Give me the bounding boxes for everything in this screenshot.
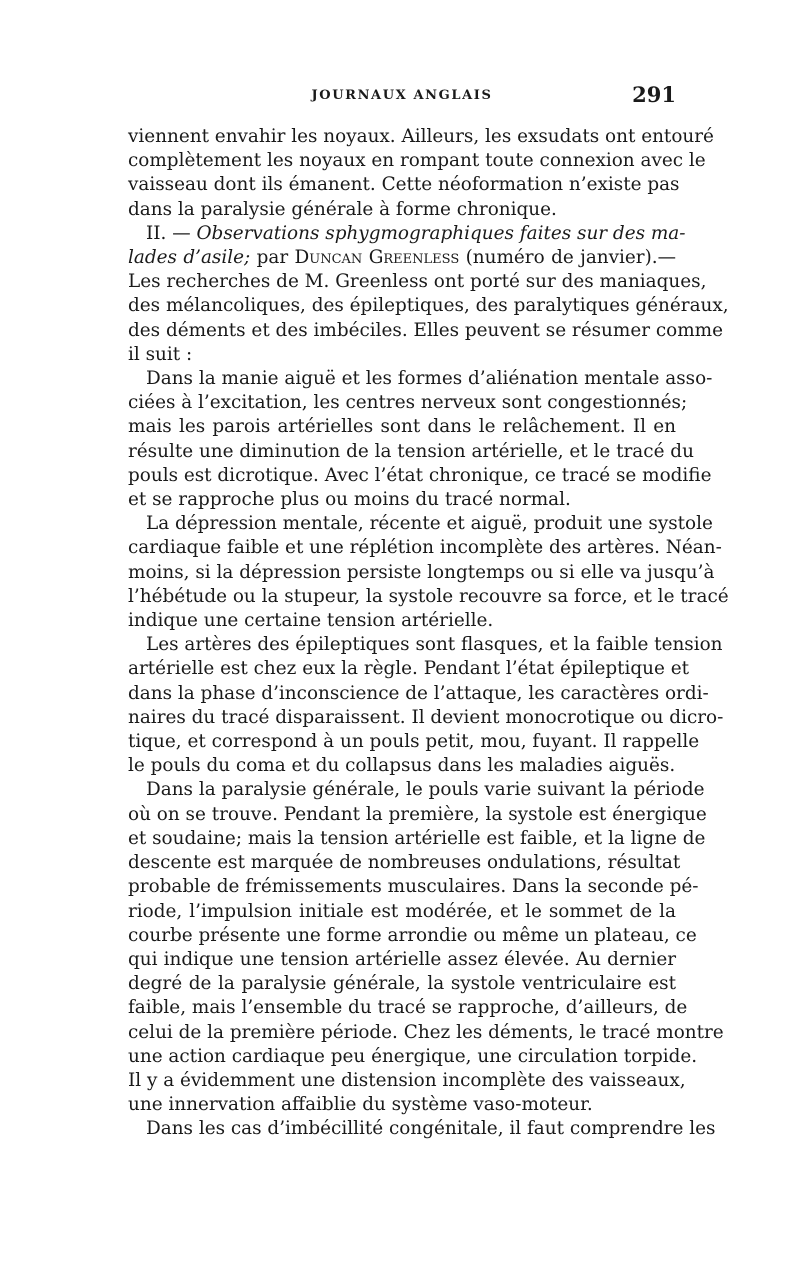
text-line	[128, 294, 729, 318]
text-line	[128, 730, 700, 754]
text-line	[128, 222, 686, 246]
text-line	[128, 536, 722, 560]
text-line	[128, 924, 697, 948]
text-line	[128, 972, 676, 996]
text-line	[128, 246, 676, 270]
text-line	[128, 415, 676, 439]
text-segment: qui indique une tension artérielle assez élevée. Au dernier	[128, 948, 676, 970]
text-segment: résulte une diminution de la tension artérielle, et le tracé du	[128, 440, 694, 462]
text-segment: et se rapproche plus ou moins du tracé normal.	[128, 489, 571, 511]
text-segment: Dans les cas d’imbécillité congénitale, il faut comprendre les	[146, 1118, 716, 1140]
text-segment: et soudaine; mais la tension artérielle est faible, et la ligne de	[128, 827, 706, 849]
text-line	[128, 125, 714, 149]
text-line	[128, 1093, 676, 1117]
text-line	[128, 1045, 698, 1069]
running-head	[128, 82, 676, 112]
text-segment: une innervation affaiblie du système vaso-moteur.	[128, 1094, 593, 1116]
text-line	[128, 1117, 716, 1141]
text-line	[128, 173, 680, 197]
text-segment: (numéro de janvier).—	[459, 247, 676, 269]
text-segment: des mélancoliques, des épileptiques, des paralytiques généraux,	[128, 295, 729, 317]
text-segment: Dans la paralysie générale, le pouls varie suivant la période	[146, 779, 705, 801]
text-segment: Les recherches de M. Greenless ont porté sur des maniaques,	[128, 271, 707, 293]
text-segment: dans la paralysie générale à forme chronique.	[128, 198, 557, 220]
text-segment: des déments et des imbéciles. Elles peuvent se résumer comme	[128, 319, 723, 341]
text-segment: indique une certaine tension artérielle.	[128, 610, 494, 632]
text-line	[128, 367, 713, 391]
running-title: JOURNAUX ANGLAIS	[311, 88, 493, 103]
text-line	[128, 875, 699, 899]
text-segment: artérielle est chez eux la règle. Pendant l’état épileptique et	[128, 658, 690, 680]
text-line	[128, 948, 676, 972]
text-segment: riode, l’impulsion initiale est modérée, et le sommet de la	[128, 900, 676, 922]
text-segment: II. —	[146, 222, 197, 244]
text-segment: viennent envahir les noyaux. Ailleurs, les exsudats ont entouré	[128, 126, 714, 147]
text-line	[128, 1069, 686, 1093]
text-line	[128, 512, 713, 536]
text-segment: Il y a évidemment une distension incomplète des vaisseaux,	[128, 1069, 686, 1091]
text-segment: il suit :	[128, 343, 193, 365]
text-segment: courbe présente une forme arrondie ou même un plateau, ce	[128, 924, 697, 946]
text-line	[128, 851, 681, 875]
text-segment: cardiaque faible et une réplétion incomplète des artères. Néan-	[128, 537, 722, 559]
text-segment: complètement les noyaux en rompant toute connexion avec le	[128, 150, 706, 172]
text-segment: vaisseau dont ils émanent. Cette néoformation n’existe pas	[128, 174, 680, 196]
text-segment: moins, si la dépression persiste longtemps ou si elle va jusqu’à	[128, 561, 715, 583]
text-line	[128, 706, 724, 730]
text-segment: Dans la manie aiguë et les formes d’aliénation mentale asso-	[146, 368, 713, 390]
text-line	[128, 778, 705, 802]
text-line	[128, 827, 706, 851]
text-segment: ciées à l’excitation, les centres nerveux sont congestionnés;	[128, 392, 688, 414]
text-line	[128, 198, 676, 222]
text-line	[128, 391, 688, 415]
text-segment: La dépression mentale, récente et aiguë, produit une systole	[146, 513, 713, 535]
text-segment: celui de la première période. Chez les déments, le tracé montre	[128, 1021, 724, 1043]
page-number: 291	[632, 82, 676, 107]
text-line	[128, 900, 676, 924]
text-line	[128, 488, 676, 512]
text-line	[128, 464, 712, 488]
italic-text: Observations sphygmographiques faites sur des ma-	[196, 222, 686, 244]
text-line	[128, 609, 676, 633]
body-text	[128, 125, 729, 1142]
italic-text: lades d’asile;	[128, 247, 251, 269]
text-line	[128, 149, 706, 173]
text-segment: le pouls du coma et du collapsus dans les maladies aiguës.	[128, 755, 676, 777]
text-line	[128, 270, 707, 294]
text-line	[128, 633, 723, 657]
text-segment: probable de frémissements musculaires. Dans la seconde pé-	[128, 876, 699, 898]
text-line	[128, 561, 715, 585]
text-segment: mais les parois artérielles sont dans le relâchement. Il en	[128, 416, 676, 438]
text-line	[128, 754, 676, 778]
text-segment: naires du tracé disparaissent. Il devient monocrotique ou dicro-	[128, 706, 724, 728]
text-segment: où on se trouve. Pendant la première, la systole est énergique	[128, 803, 707, 825]
text-segment: degré de la paralysie générale, la systole ventriculaire est	[128, 973, 676, 995]
text-line	[128, 657, 690, 681]
text-segment: par	[250, 247, 295, 269]
text-line	[128, 1021, 724, 1045]
text-segment: une action cardiaque peu énergique, une circulation torpide.	[128, 1045, 698, 1067]
text-line	[128, 996, 688, 1020]
text-segment: tique, et correspond à un pouls petit, mou, fuyant. Il rappelle	[128, 731, 700, 753]
text-segment: l’hébétude ou la stupeur, la systole recouvre sa force, et le tracé	[128, 585, 729, 607]
text-segment: faible, mais l’ensemble du tracé se rapproche, d’ailleurs, de	[128, 997, 688, 1019]
author-name: Duncan Greenless	[294, 247, 460, 269]
text-segment: descente est marquée de nombreuses ondulations, résultat	[128, 852, 681, 874]
text-line	[128, 803, 707, 827]
text-line	[128, 682, 709, 706]
text-line	[128, 319, 723, 343]
text-line	[128, 440, 694, 464]
text-line	[128, 585, 729, 609]
text-segment: dans la phase d’inconscience de l’attaque, les caractères ordi-	[128, 682, 709, 704]
text-segment: Les artères des épileptiques sont flasques, et la faible tension	[146, 634, 723, 656]
text-line	[128, 343, 676, 367]
text-segment: pouls est dicrotique. Avec l’état chronique, ce tracé se modifie	[128, 464, 712, 486]
